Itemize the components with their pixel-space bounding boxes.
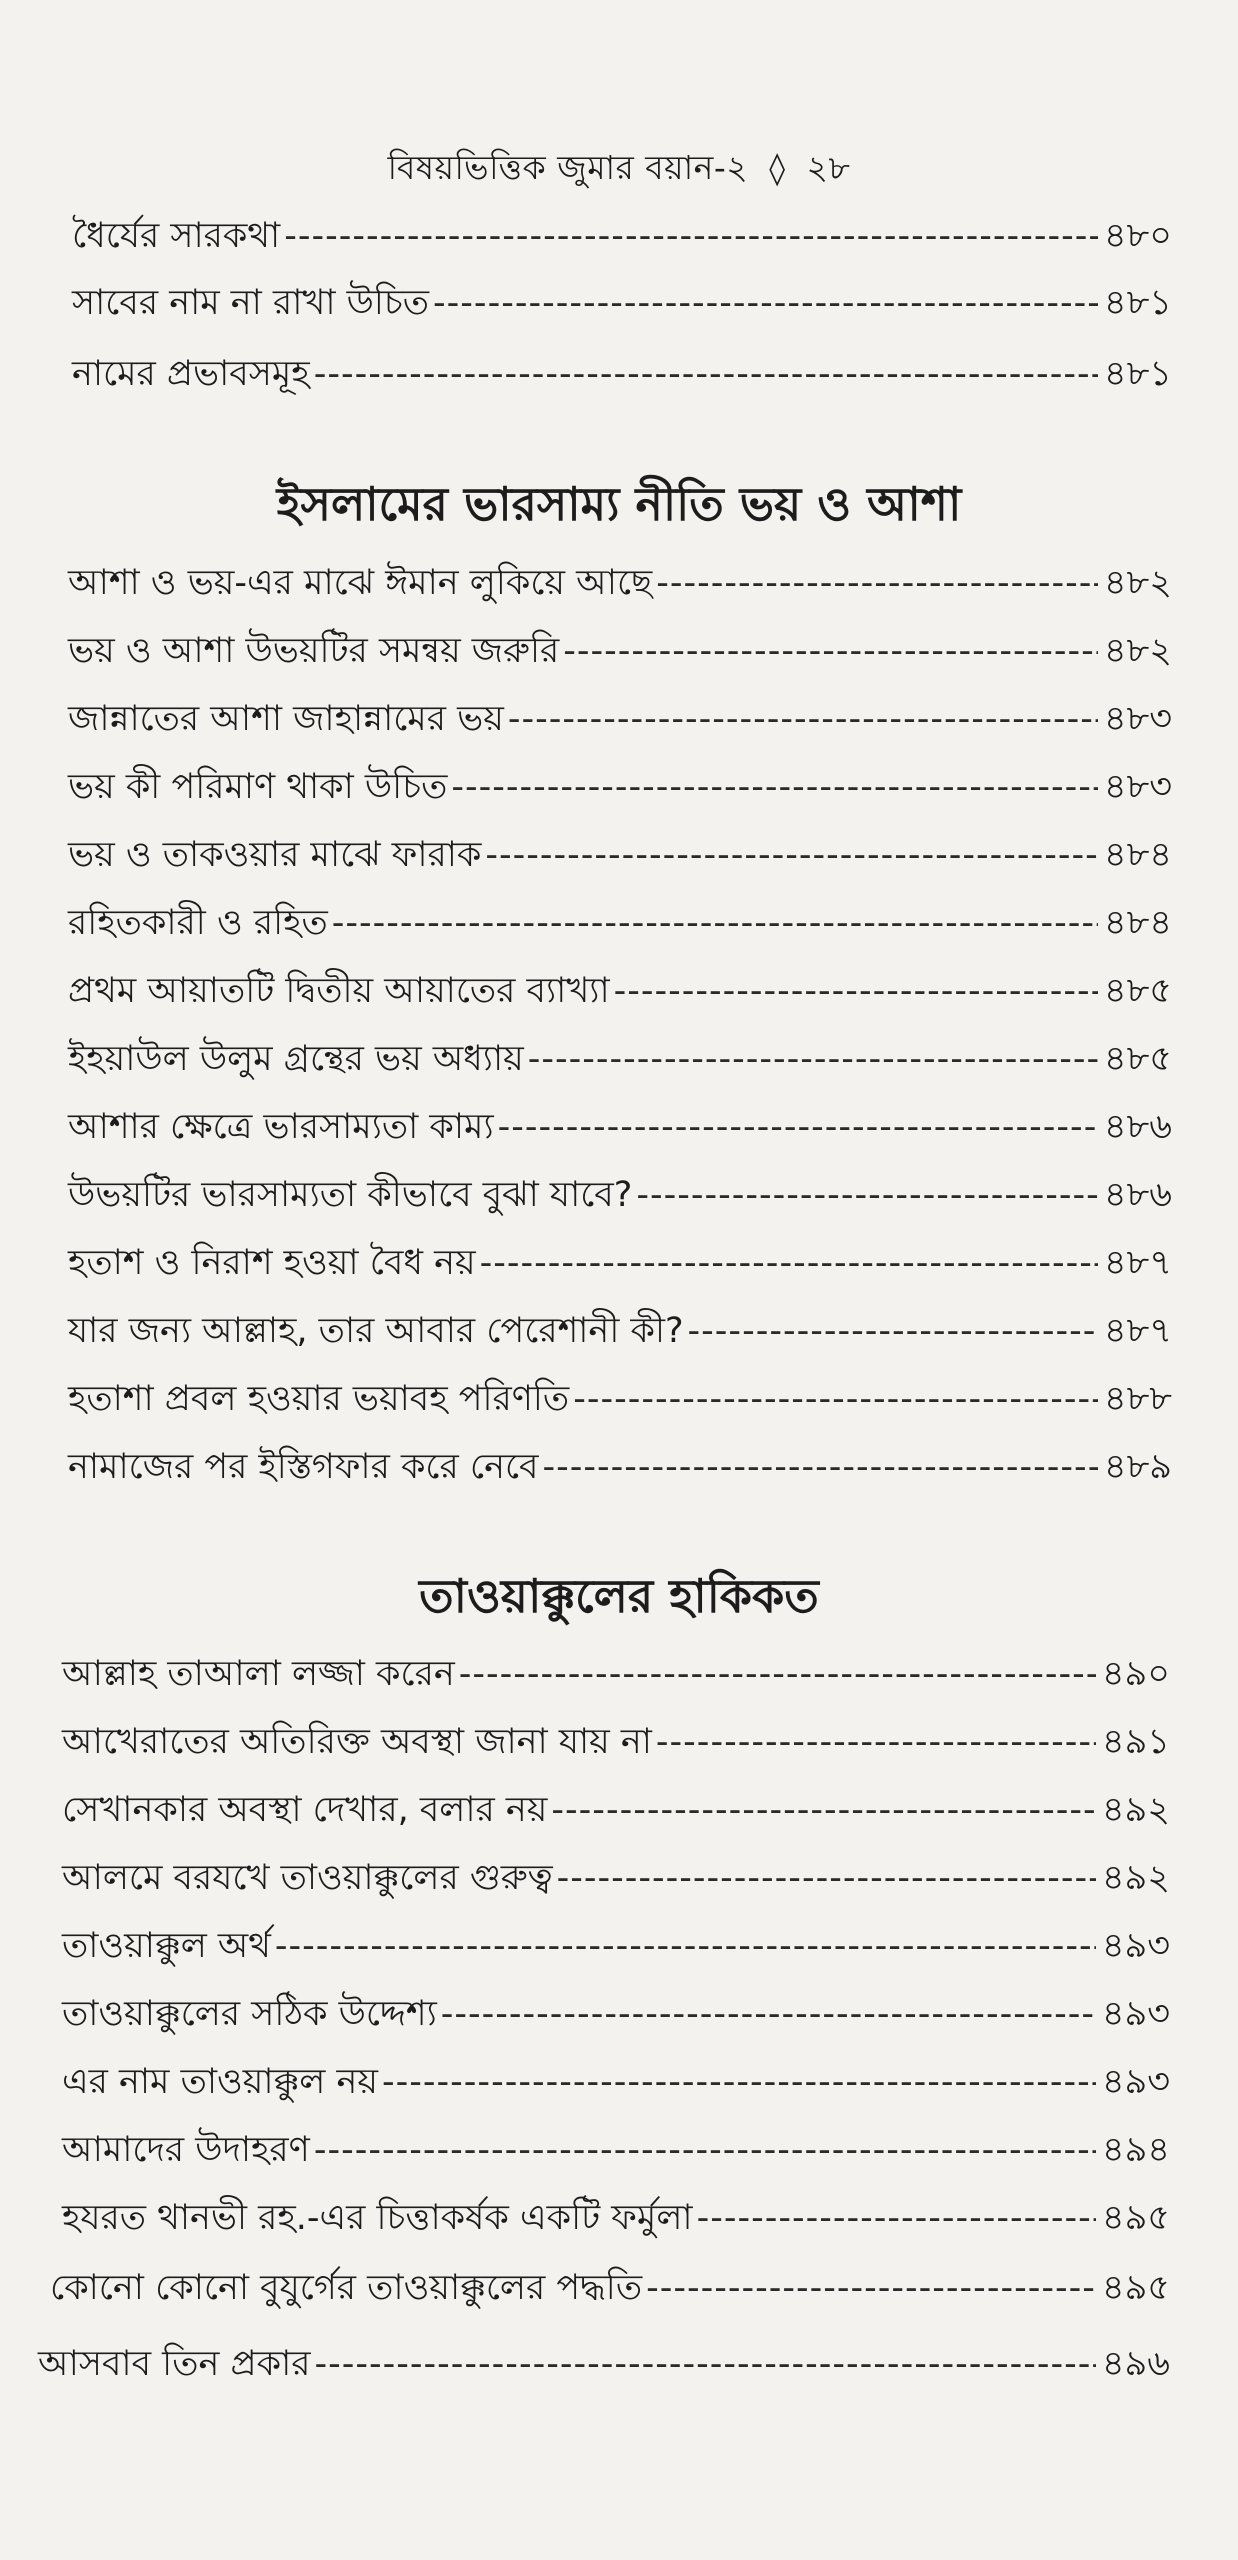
toc-entry-title: হযরত থানভী রহ.-এর চিত্তাকর্ষক একটি ফর্মুলা	[62, 2198, 693, 2238]
toc-entry-title: কোনো কোনো বুযুর্গের তাওয়াক্কুলের পদ্ধতি	[50, 2268, 643, 2308]
toc-entry[interactable]	[68, 1167, 1172, 1223]
toc-entry[interactable]	[68, 691, 1172, 747]
dot-leader	[636, 1167, 1098, 1223]
toc-entry-page: ৪৮২	[1103, 563, 1172, 603]
toc-entry-title: হতাশা প্রবল হওয়ার ভয়াবহ পরিণতি	[68, 1379, 570, 1419]
toc-entry[interactable]	[38, 2336, 1170, 2392]
toc-entry-title: আসবাব তিন প্রকার	[38, 2344, 311, 2384]
toc-entry-title: আশা ও ভয়-এর মাঝে ঈমান লুকিয়ে আছে	[68, 563, 653, 603]
toc-entry-title: আশার ক্ষেত্রে ভারসাম্যতা কাম্য	[68, 1107, 494, 1147]
dot-leader	[557, 1850, 1096, 1906]
toc-entry[interactable]	[72, 275, 1172, 331]
toc-entry-page: ৪৯০	[1101, 1654, 1170, 1694]
toc-entry-title: ভয় কী পরিমাণ থাকা উচিত	[68, 767, 448, 807]
toc-entry-title: ভয় ও তাকওয়ার মাঝে ফারাক	[68, 835, 482, 875]
toc-entry-title: সেখানকার অবস্থা দেখার, বলার নয়	[62, 1790, 548, 1830]
toc-entry-page: ৪৮৮	[1103, 1379, 1172, 1419]
dot-leader	[382, 2054, 1096, 2110]
toc-entry-page: ৪৮৫	[1103, 971, 1172, 1011]
toc-entry[interactable]	[68, 1099, 1172, 1155]
dot-leader	[688, 1303, 1098, 1359]
toc-entry-page: ৪৮৭	[1103, 1311, 1172, 1351]
toc-entry-page: ৪৯২	[1101, 1790, 1170, 1830]
dot-leader	[551, 1782, 1096, 1838]
dot-leader	[498, 1099, 1098, 1155]
dot-leader	[480, 1235, 1098, 1291]
dot-leader	[656, 1714, 1096, 1770]
toc-entry-page: ৪৮০	[1103, 216, 1172, 256]
toc-entry-title: সাবের নাম না রাখা উচিত	[72, 283, 430, 323]
toc-entry-page: ৪৮৩	[1103, 699, 1172, 739]
toc-entry-page: ৪৮৪	[1103, 835, 1172, 875]
dot-leader	[563, 623, 1098, 679]
toc-entry-title: তাওয়াক্কুলের সঠিক উদ্দেশ্য	[62, 1994, 437, 2034]
toc-entry-page: ৪৮১	[1103, 354, 1172, 394]
toc-entry-page: ৪৮২	[1103, 631, 1172, 671]
running-header	[0, 142, 1238, 198]
dot-leader	[459, 1646, 1096, 1702]
toc-entry[interactable]	[68, 895, 1172, 951]
toc-entry-title: এর নাম তাওয়াক্কুল নয়	[62, 2062, 379, 2102]
toc-entry[interactable]	[68, 827, 1172, 883]
toc-entry-page: ৪৮৬	[1103, 1107, 1172, 1147]
toc-entry[interactable]	[62, 1850, 1170, 1906]
toc-entry-page: ৪৮৯	[1103, 1447, 1172, 1487]
toc-entry-page: ৪৮৭	[1103, 1243, 1172, 1283]
toc-entry-title: জান্নাতের আশা জাহান্নামের ভয়	[68, 699, 504, 739]
toc-entry-title: যার জন্য আল্লাহ, তার আবার পেরেশানী কী?	[68, 1311, 684, 1351]
toc-entry-page: ৪৯৪	[1101, 2130, 1170, 2170]
toc-entry-page: ৪৯৩	[1101, 1926, 1170, 1966]
toc-entry[interactable]	[50, 2260, 1170, 2316]
toc-entry[interactable]	[68, 1439, 1172, 1495]
toc-entry-title: আলমে বরযখে তাওয়াক্কুলের গুরুত্ব	[62, 1858, 553, 1898]
toc-entry-title: নামাজের পর ইস্তিগফার করে নেবে	[68, 1447, 539, 1487]
toc-entry-page: ৪৯৫	[1101, 2268, 1170, 2308]
dot-leader	[332, 895, 1098, 951]
toc-entry[interactable]	[62, 1918, 1170, 1974]
toc-entry-page: ৪৮৫	[1103, 1039, 1172, 1079]
dot-leader	[314, 2122, 1096, 2178]
toc-entry-title: রহিতকারী ও রহিত	[68, 903, 328, 943]
dot-leader	[508, 691, 1098, 747]
toc-entry-title: আখেরাতের অতিরিক্ত অবস্থা জানা যায় না	[62, 1722, 652, 1762]
toc-entry-page: ৪৯১	[1101, 1722, 1170, 1762]
toc-entry-title: নামের প্রভাবসমূহ	[72, 354, 310, 394]
dot-leader	[614, 963, 1098, 1019]
toc-entry[interactable]	[62, 2190, 1170, 2246]
dot-leader	[275, 1918, 1096, 1974]
toc-entry[interactable]	[62, 2122, 1170, 2178]
toc-entry-page: ৪৮৪	[1103, 903, 1172, 943]
toc-entry-page: ৪৯৩	[1101, 1994, 1170, 2034]
section-heading: ইসলামের ভারসাম্য নীতি ভয় ও আশা	[276, 477, 962, 531]
toc-entry-title: ধৈর্যের সারকথা	[72, 216, 281, 256]
toc-entry[interactable]	[62, 1782, 1170, 1838]
dot-leader	[441, 1986, 1096, 2042]
toc-entry-page: ৪৮৩	[1103, 767, 1172, 807]
dot-leader	[697, 2190, 1096, 2246]
toc-entry[interactable]	[62, 2054, 1170, 2110]
toc-entry[interactable]	[68, 1303, 1172, 1359]
toc-entry[interactable]	[68, 1235, 1172, 1291]
header-page-number: ২৮	[806, 148, 851, 187]
dot-leader	[646, 2260, 1096, 2316]
dot-leader	[543, 1439, 1098, 1495]
toc-entry-page: ৪৮১	[1103, 283, 1172, 323]
diamond-icon: ◊	[769, 149, 786, 187]
dot-leader	[573, 1371, 1098, 1427]
toc-entry-title: প্রথম আয়াতটি দ্বিতীয় আয়াতের ব্যাখ্যা	[68, 971, 610, 1011]
toc-entry-title: উভয়টির ভারসাম্যতা কীভাবে বুঝা যাবে?	[68, 1175, 633, 1215]
toc-entry[interactable]	[68, 759, 1172, 815]
dot-leader	[656, 555, 1098, 611]
toc-entry-page: ৪৯৩	[1101, 2062, 1170, 2102]
toc-entry[interactable]	[62, 1646, 1170, 1702]
dot-leader	[433, 275, 1098, 331]
toc-entry-title: আমাদের উদাহরণ	[62, 2130, 310, 2170]
toc-entry-title: ইহয়াউল উলুম গ্রন্থের ভয় অধ্যায়	[68, 1039, 524, 1079]
toc-entry-title: ভয় ও আশা উভয়টির সমন্বয় জরুরি	[68, 631, 560, 671]
toc-entry[interactable]	[68, 963, 1172, 1019]
dot-leader	[528, 1031, 1098, 1087]
toc-entry[interactable]	[68, 555, 1172, 611]
dot-leader	[315, 2336, 1097, 2392]
dot-leader	[451, 759, 1098, 815]
toc-entry[interactable]	[72, 346, 1172, 402]
toc-entry[interactable]	[62, 1714, 1170, 1770]
toc-entry-title: তাওয়াক্কুল অর্থ	[62, 1926, 271, 1966]
toc-entry-page: ৪৯৫	[1101, 2198, 1170, 2238]
toc-entry[interactable]	[68, 1031, 1172, 1087]
toc-entry-title: আল্লাহ তাআলা লজ্জা করেন	[62, 1654, 455, 1694]
toc-entry-page: ৪৯২	[1101, 1858, 1170, 1898]
dot-leader	[314, 346, 1098, 402]
toc-entry-page: ৪৯৬	[1101, 2344, 1170, 2384]
toc-entry[interactable]	[68, 623, 1172, 679]
dot-leader	[485, 827, 1098, 883]
section-heading: তাওয়াক্কুলের হাকিকত	[419, 1569, 819, 1623]
toc-entry[interactable]	[68, 1371, 1172, 1427]
toc-entry[interactable]	[62, 1986, 1170, 2042]
dot-leader	[284, 208, 1098, 264]
toc-entry-page: ৪৮৬	[1103, 1175, 1172, 1215]
toc-entry-title: হতাশ ও নিরাশ হওয়া বৈধ নয়	[68, 1243, 476, 1283]
header-title: বিষয়ভিত্তিক জুমার বয়ান-২	[387, 148, 749, 187]
toc-entry[interactable]	[72, 208, 1172, 264]
